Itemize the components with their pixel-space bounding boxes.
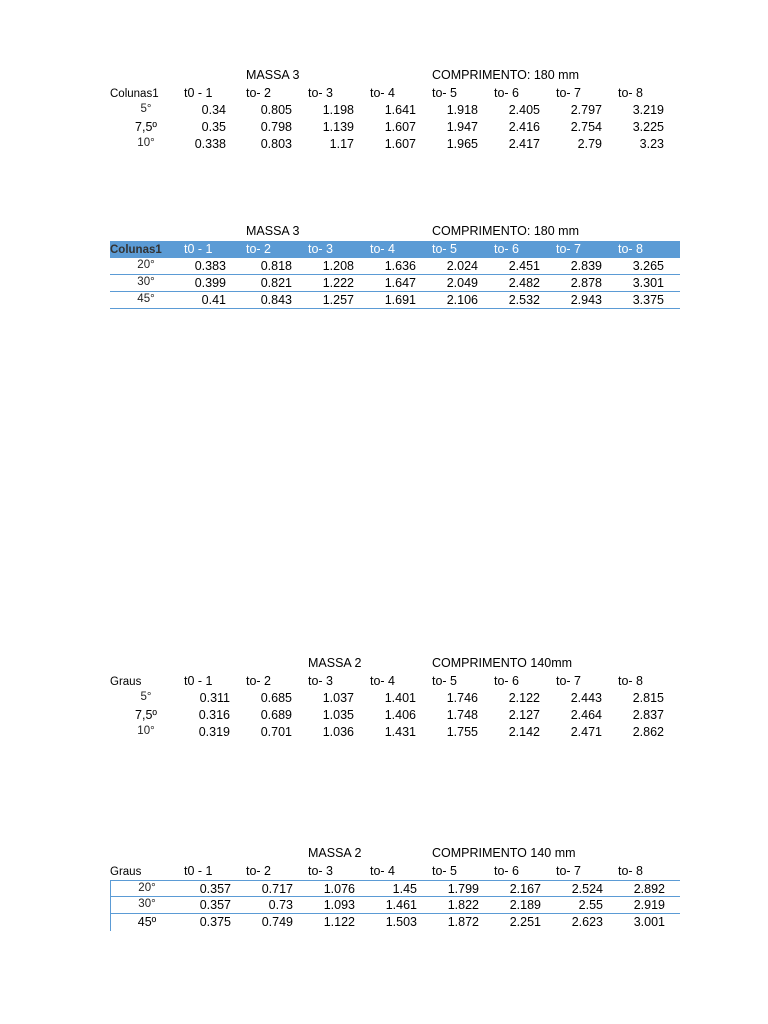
cell: 2.106 bbox=[446, 293, 478, 307]
col-header: to- 7 bbox=[556, 674, 582, 688]
cell: 3.265 bbox=[632, 259, 664, 273]
cell: 1.431 bbox=[384, 725, 416, 739]
cell: 1.222 bbox=[322, 276, 354, 290]
cell: 0.41 bbox=[201, 293, 226, 307]
cell: 1.607 bbox=[384, 120, 416, 134]
cell: 2.482 bbox=[508, 276, 540, 290]
col-header: to- 2 bbox=[246, 86, 272, 100]
cell: 0.818 bbox=[260, 259, 292, 273]
cell: 1.198 bbox=[322, 103, 354, 117]
boxed-rows bbox=[110, 880, 680, 931]
cell: 0.383 bbox=[194, 259, 226, 273]
col-header: to- 7 bbox=[556, 86, 582, 100]
cell: 0.798 bbox=[260, 120, 292, 134]
comprimento-label: COMPRIMENTO: 180 mm bbox=[432, 68, 580, 82]
cell: 0.717 bbox=[261, 882, 293, 896]
cell: 2.55 bbox=[578, 898, 603, 912]
cell: 2.754 bbox=[570, 120, 602, 134]
cell: 2.417 bbox=[508, 137, 540, 151]
table-row bbox=[110, 136, 680, 153]
table-row bbox=[110, 102, 680, 119]
cell: 1.037 bbox=[322, 691, 354, 705]
comprimento-label: COMPRIMENTO: 180 mm bbox=[432, 224, 580, 238]
cell: 1.965 bbox=[446, 137, 478, 151]
cell: 1.139 bbox=[322, 120, 354, 134]
col-header: to- 6 bbox=[494, 864, 520, 878]
cell: 1.748 bbox=[446, 708, 478, 722]
col-header: to- 3 bbox=[308, 864, 334, 878]
cell: 2.837 bbox=[632, 708, 664, 722]
corner-label: Graus bbox=[110, 676, 142, 688]
cell: 1.636 bbox=[384, 259, 416, 273]
row-label: 30° bbox=[138, 898, 156, 910]
cell: 3.301 bbox=[632, 276, 664, 290]
col-header: to- 2 bbox=[246, 864, 272, 878]
col-header: to- 8 bbox=[618, 86, 644, 100]
cell: 3.001 bbox=[633, 915, 665, 929]
cell: 1.076 bbox=[323, 882, 355, 896]
cell: 3.225 bbox=[632, 120, 664, 134]
cell: 2.862 bbox=[632, 725, 664, 739]
cell: 0.73 bbox=[268, 898, 293, 912]
cell: 2.943 bbox=[570, 293, 602, 307]
col-header: to- 6 bbox=[494, 86, 520, 100]
cell: 2.443 bbox=[570, 691, 602, 705]
col-header: t0 - 1 bbox=[184, 674, 213, 688]
table-title-row bbox=[110, 846, 680, 863]
table-row bbox=[111, 897, 680, 914]
col-header: to- 6 bbox=[494, 674, 520, 688]
cell: 1.607 bbox=[384, 137, 416, 151]
cell: 1.036 bbox=[322, 725, 354, 739]
cell: 1.401 bbox=[384, 691, 416, 705]
cell: 2.892 bbox=[633, 882, 665, 896]
cell: 2.839 bbox=[570, 259, 602, 273]
row-label: 10° bbox=[137, 137, 155, 149]
col-header: to- 3 bbox=[308, 242, 334, 256]
cell: 2.251 bbox=[509, 915, 541, 929]
col-header: to- 4 bbox=[370, 674, 396, 688]
cell: 2.024 bbox=[446, 259, 478, 273]
cell: 1.691 bbox=[384, 293, 416, 307]
cell: 0.803 bbox=[260, 137, 292, 151]
col-header: t0 - 1 bbox=[184, 242, 213, 256]
cell: 2.416 bbox=[508, 120, 540, 134]
massa-label: MASSA 3 bbox=[246, 68, 300, 82]
cell: 1.122 bbox=[323, 915, 355, 929]
corner-label: Colunas1 bbox=[110, 88, 159, 100]
row-label: 7,5º bbox=[135, 120, 157, 134]
cell: 0.749 bbox=[261, 915, 293, 929]
col-header: t0 - 1 bbox=[184, 864, 213, 878]
col-header: to- 3 bbox=[308, 86, 334, 100]
col-header: to- 3 bbox=[308, 674, 334, 688]
cell: 0.843 bbox=[260, 293, 292, 307]
table-row bbox=[110, 275, 680, 292]
row-label: 20° bbox=[138, 882, 156, 894]
cell: 1.45 bbox=[392, 882, 417, 896]
cell: 1.822 bbox=[447, 898, 479, 912]
cell: 0.338 bbox=[194, 137, 226, 151]
col-header: to- 6 bbox=[494, 242, 520, 256]
cell: 0.319 bbox=[198, 725, 230, 739]
cell: 1.641 bbox=[384, 103, 416, 117]
cell: 1.503 bbox=[385, 915, 417, 929]
cell: 1.035 bbox=[322, 708, 354, 722]
cell: 1.918 bbox=[446, 103, 478, 117]
comprimento-label: COMPRIMENTO 140 mm bbox=[432, 846, 576, 860]
cell: 1.461 bbox=[385, 898, 417, 912]
table-row bbox=[110, 724, 680, 741]
cell: 2.815 bbox=[632, 691, 664, 705]
table-row bbox=[110, 707, 680, 724]
row-label: 5° bbox=[140, 103, 152, 115]
cell: 1.208 bbox=[322, 259, 354, 273]
header-row bbox=[110, 85, 680, 102]
cell: 1.406 bbox=[384, 708, 416, 722]
col-header: to- 5 bbox=[432, 864, 458, 878]
header-row bbox=[110, 673, 680, 690]
cell: 1.257 bbox=[322, 293, 354, 307]
corner-label: Colunas1 bbox=[110, 244, 162, 256]
table-row bbox=[110, 292, 680, 309]
header-row bbox=[110, 241, 680, 258]
massa-label: MASSA 2 bbox=[308, 846, 362, 860]
cell: 0.805 bbox=[260, 103, 292, 117]
cell: 0.375 bbox=[199, 915, 231, 929]
cell: 3.219 bbox=[632, 103, 664, 117]
col-header: to- 7 bbox=[556, 242, 582, 256]
table-row bbox=[110, 690, 680, 707]
corner-label: Graus bbox=[110, 866, 142, 878]
row-label: 30° bbox=[137, 276, 155, 288]
massa-label: MASSA 2 bbox=[308, 656, 362, 670]
col-header: to- 5 bbox=[432, 674, 458, 688]
col-header: to- 2 bbox=[246, 242, 272, 256]
cell: 0.685 bbox=[260, 691, 292, 705]
cell: 2.524 bbox=[571, 882, 603, 896]
cell: 2.451 bbox=[508, 259, 540, 273]
col-header: t0 - 1 bbox=[184, 86, 213, 100]
table-massa3-b bbox=[110, 224, 680, 309]
col-header: to- 4 bbox=[370, 242, 396, 256]
cell: 2.464 bbox=[570, 708, 602, 722]
cell: 0.35 bbox=[201, 120, 226, 134]
table-massa2-a bbox=[110, 656, 680, 741]
col-header: to- 8 bbox=[618, 674, 644, 688]
cell: 2.142 bbox=[508, 725, 540, 739]
cell: 2.049 bbox=[446, 276, 478, 290]
table-row bbox=[111, 880, 680, 897]
cell: 1.746 bbox=[446, 691, 478, 705]
cell: 0.34 bbox=[201, 103, 226, 117]
cell: 1.647 bbox=[384, 276, 416, 290]
cell: 0.357 bbox=[199, 882, 231, 896]
col-header: to- 4 bbox=[370, 864, 396, 878]
cell: 2.122 bbox=[508, 691, 540, 705]
table-row bbox=[110, 119, 680, 136]
massa-label: MASSA 3 bbox=[246, 224, 300, 238]
table-row bbox=[110, 258, 680, 275]
col-header: to- 7 bbox=[556, 864, 582, 878]
row-label: 20° bbox=[137, 259, 155, 271]
cell: 2.471 bbox=[570, 725, 602, 739]
table-massa2-b bbox=[110, 846, 680, 931]
cell: 2.79 bbox=[577, 137, 602, 151]
row-label: 10° bbox=[137, 725, 155, 737]
cell: 0.399 bbox=[194, 276, 226, 290]
cell: 0.357 bbox=[199, 898, 231, 912]
cell: 2.167 bbox=[509, 882, 541, 896]
cell: 0.701 bbox=[260, 725, 292, 739]
cell: 1.17 bbox=[329, 137, 354, 151]
table-title-row bbox=[110, 68, 680, 85]
cell: 0.311 bbox=[199, 691, 230, 705]
col-header: to- 4 bbox=[370, 86, 396, 100]
table-massa3-a bbox=[110, 68, 680, 153]
cell: 0.821 bbox=[260, 276, 292, 290]
cell: 1.093 bbox=[323, 898, 355, 912]
cell: 0.689 bbox=[260, 708, 292, 722]
row-label: 45° bbox=[137, 293, 155, 305]
cell: 2.405 bbox=[508, 103, 540, 117]
cell: 2.189 bbox=[509, 898, 541, 912]
cell: 3.23 bbox=[639, 137, 664, 151]
cell: 1.872 bbox=[447, 915, 479, 929]
cell: 0.316 bbox=[198, 708, 230, 722]
row-label: 5° bbox=[140, 691, 152, 703]
table-title-row bbox=[110, 656, 680, 673]
table-title-row bbox=[110, 224, 680, 241]
row-label: 45º bbox=[137, 915, 157, 929]
table-row bbox=[111, 914, 680, 931]
cell: 2.623 bbox=[571, 915, 603, 929]
cell: 2.127 bbox=[508, 708, 540, 722]
cell: 2.919 bbox=[633, 898, 665, 912]
comprimento-label: COMPRIMENTO 140mm bbox=[432, 656, 573, 670]
col-header: to- 2 bbox=[246, 674, 272, 688]
cell: 2.878 bbox=[570, 276, 602, 290]
cell: 2.797 bbox=[570, 103, 602, 117]
cell: 1.799 bbox=[447, 882, 479, 896]
cell: 2.532 bbox=[508, 293, 540, 307]
col-header: to- 8 bbox=[618, 864, 644, 878]
cell: 3.375 bbox=[632, 293, 664, 307]
col-header: to- 5 bbox=[432, 86, 458, 100]
cell: 1.755 bbox=[446, 725, 478, 739]
cell: 1.947 bbox=[446, 120, 478, 134]
col-header: to- 5 bbox=[432, 242, 458, 256]
col-header: to- 8 bbox=[618, 242, 644, 256]
row-label: 7,5º bbox=[135, 708, 157, 722]
header-row bbox=[110, 863, 680, 880]
